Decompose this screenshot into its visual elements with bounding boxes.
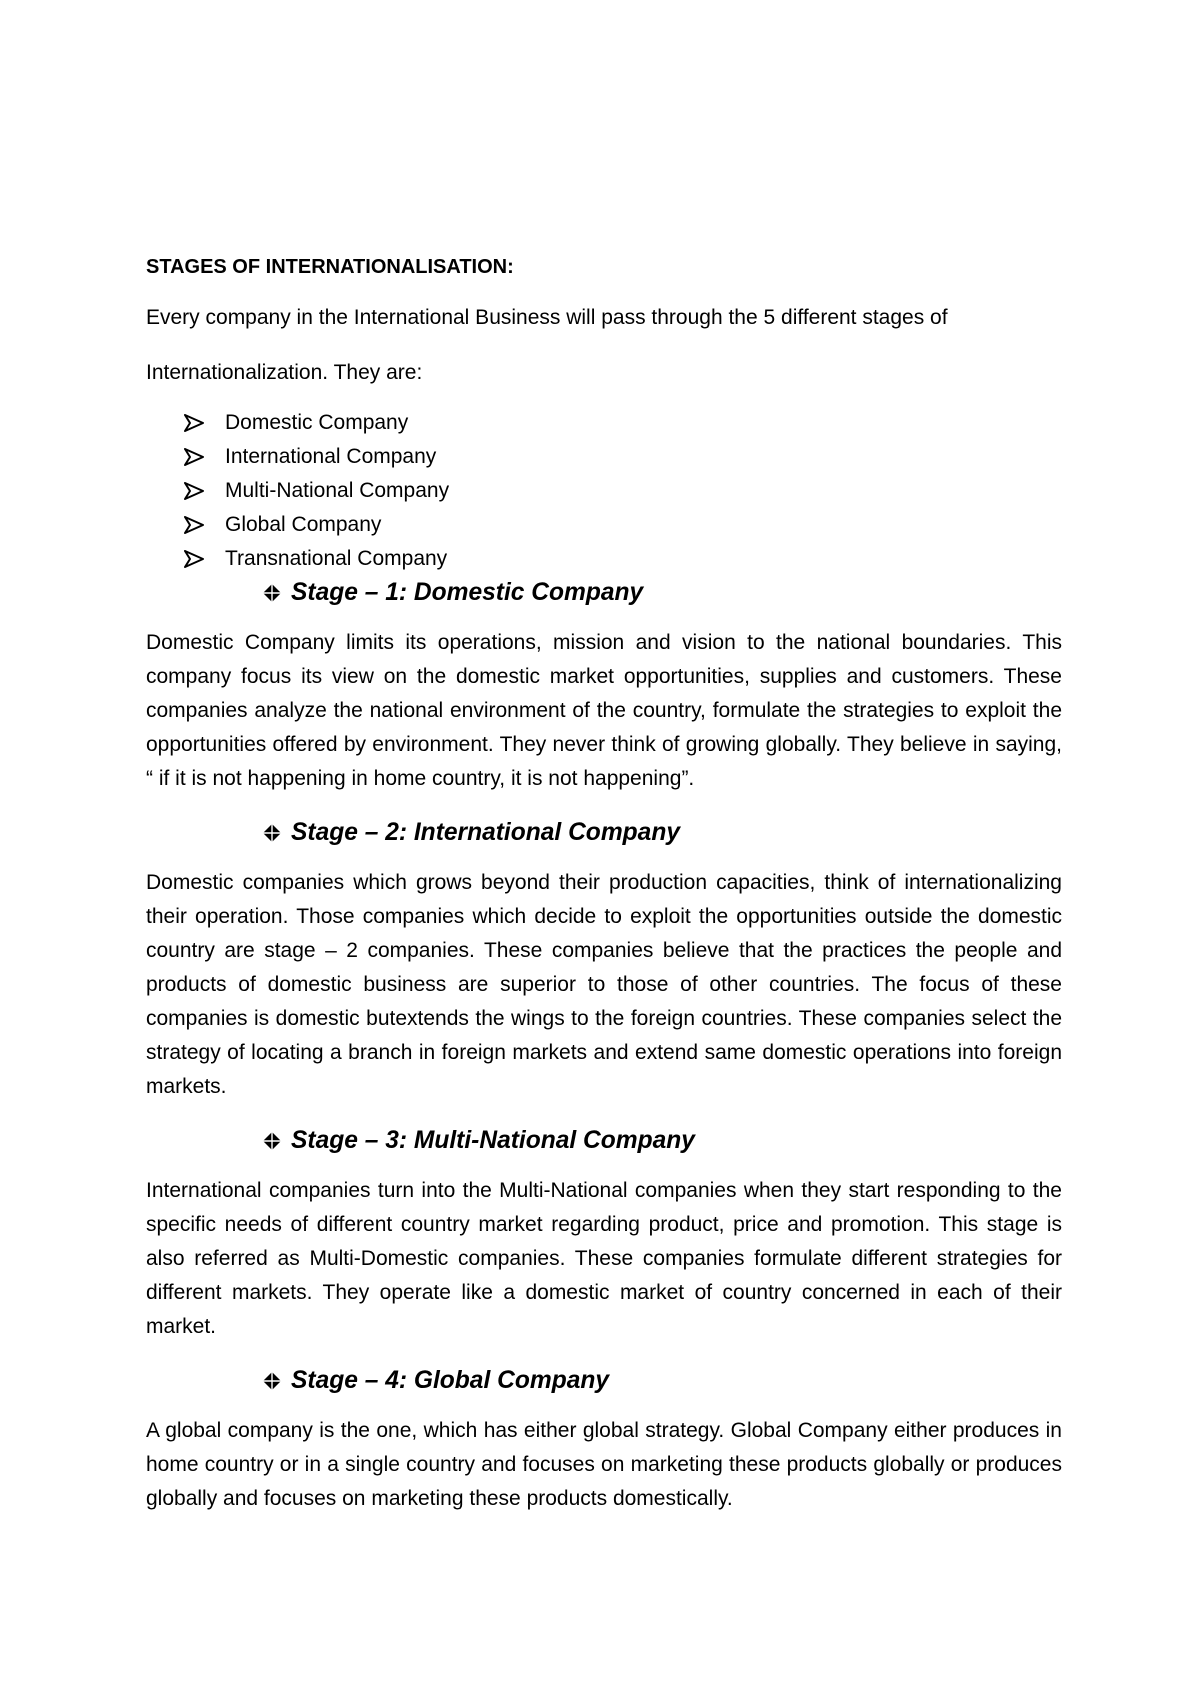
- list-item: [146, 542, 1062, 576]
- diamond-bullet-icon: [262, 576, 282, 610]
- stage-2-heading-text: Stage – 2: International Company: [291, 819, 680, 846]
- stage-4-heading-text: Stage – 4: Global Company: [291, 1367, 610, 1394]
- diamond-bullet-icon: [262, 1364, 282, 1398]
- document-content: [146, 252, 1062, 1516]
- list-item-label: Transnational Company: [225, 547, 448, 570]
- list-item-label: International Company: [225, 445, 437, 468]
- arrow-bullet-icon: [184, 406, 204, 440]
- arrow-bullet-icon: [184, 440, 204, 474]
- list-item: [146, 474, 1062, 508]
- list-item-label: Global Company: [225, 513, 382, 536]
- intro-line-2: Internationalization. They are:: [146, 361, 423, 384]
- list-item: [146, 406, 1062, 440]
- stage-1-heading-text: Stage – 1: Domestic Company: [291, 579, 644, 606]
- stage-2-heading: [146, 816, 1062, 850]
- stage-3-heading-text: Stage – 3: Multi-National Company: [291, 1127, 695, 1154]
- list-item: [146, 440, 1062, 474]
- intro-paragraph: [146, 290, 1062, 400]
- stage-1-paragraph: Domestic Company limits its operations, mission and vision to the national boundaries. This company focus its view on the domestic market opportunities, supplies and customers. These companies analyze the national environment of the country, formulate the strategies to exploit the opportunities offered by environment. They never think of growing globally. They believe in saying, “ if it is not happening in home country, it is not happening”.: [146, 631, 1062, 790]
- stage-2-paragraph: Domestic companies which grows beyond their production capacities, think of internationalizing their operation. Those companies which decide to exploit the opportunities outside the domestic country are stage – 2 companies. These companies believe that the practices the people and products of domestic business are superior to those of other countries. The focus of these companies is domestic butextends the wings to the foreign countries. These companies select the strategy of locating a branch in foreign markets and extend same domestic operations into foreign markets.: [146, 871, 1062, 1098]
- intro-line-1: Every company in the International Business will pass through the 5 different stages of: [146, 306, 948, 329]
- diamond-bullet-icon: [262, 816, 282, 850]
- stage-list: [146, 406, 1062, 576]
- list-item-label: Domestic Company: [225, 411, 409, 434]
- document-title: STAGES OF INTERNATIONALISATION:: [146, 256, 514, 278]
- diamond-bullet-icon: [262, 1124, 282, 1158]
- stage-3-heading: [146, 1124, 1062, 1158]
- stage-1-heading: [146, 576, 1062, 610]
- arrow-bullet-icon: [184, 542, 204, 576]
- list-item: [146, 508, 1062, 542]
- list-item-label: Multi-National Company: [225, 479, 450, 502]
- arrow-bullet-icon: [184, 474, 204, 508]
- arrow-bullet-icon: [184, 508, 204, 542]
- stage-4-paragraph: A global company is the one, which has either global strategy. Global Company either produces in home country or in a single country and focuses on marketing these products globally or produces globally and focuses on marketing these products domestically.: [146, 1419, 1062, 1510]
- stage-3-paragraph: International companies turn into the Multi-National companies when they start responding to the specific needs of different country market regarding product, price and promotion. This stage is also referred as Multi-Domestic companies. These companies formulate different strategies for different markets. They operate like a domestic market of country concerned in each of their market.: [146, 1179, 1062, 1338]
- stage-4-heading: [146, 1364, 1062, 1398]
